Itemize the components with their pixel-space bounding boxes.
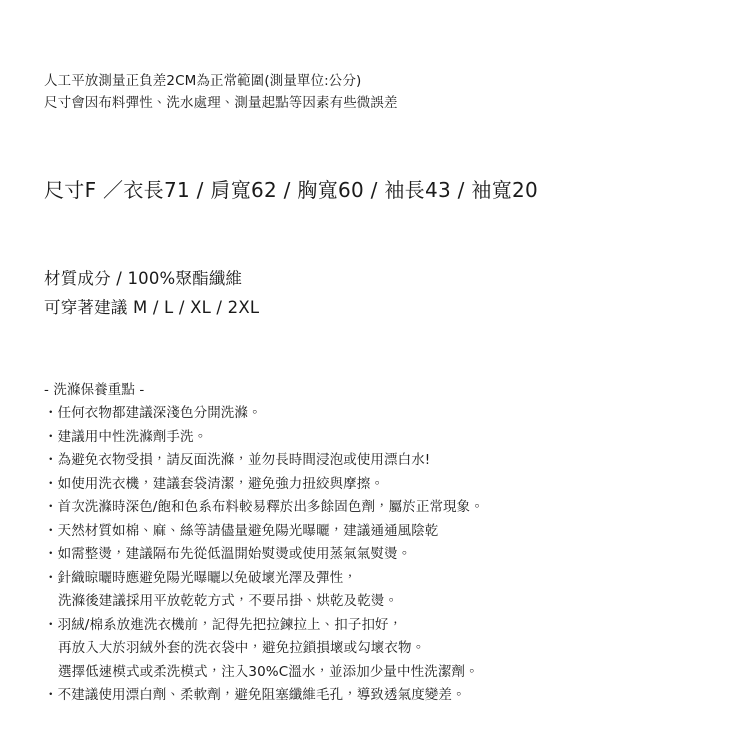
care-item: ・任何衣物都建議深淺色分開洗滌。 (44, 405, 262, 421)
material-info (44, 264, 706, 322)
care-item: 選擇低速模式或柔洗模式，注入30%C溫水，並添加少量中性洗潔劑。 (58, 663, 479, 680)
measurement-note (44, 70, 706, 114)
care-item: ・針織晾曬時應避免陽光曝曬以免破壞光澤及彈性， (44, 569, 357, 586)
care-item: ・天然材質如棉、麻、絲等請儘量避免陽光曝曬，建議通通風陰乾 (44, 522, 439, 539)
size-spec-line: 尺寸F ／衣長71 / 肩寬62 / 胸寬60 / 袖長43 / 袖寬20 (44, 178, 539, 202)
care-item: ・如需整燙，建議隔布先從低溫開始熨燙或使用蒸氣氣熨燙。 (44, 546, 412, 562)
care-item: ・羽絨/棉系放進洗衣機前，記得先把拉鍊拉上、扣子扣好， (44, 616, 403, 633)
recommended-sizes: 可穿著建議 M / L / XL / 2XL (44, 298, 260, 317)
care-instructions (44, 378, 706, 708)
material-composition: 材質成分 / 100%聚酯纖維 (44, 269, 243, 288)
care-item: ・為避免衣物受損，請反面洗滌，並勿長時間浸泡或使用漂白水! (44, 452, 431, 468)
size-spec (44, 176, 706, 204)
care-item: 再放入大於羽絨外套的洗衣袋中，避免拉鎖損壞或勾壞衣物。 (58, 640, 426, 656)
care-instructions-title: - 洗滌保養重點 - (44, 382, 145, 398)
measurement-note-line-2: 尺寸會因布料彈性、洗水處理、測量起點等因素有些微誤差 (44, 95, 398, 111)
care-item: ・首次洗滌時深色/飽和色系布料較易釋於出多餘固色劑，屬於正常現象。 (44, 499, 484, 515)
care-item: 洗滌後建議採用平放乾乾方式，不要吊掛、烘乾及乾燙。 (58, 593, 398, 609)
care-item: ・如使用洗衣機，建議套袋清潔，避免強力扭絞與摩擦。 (44, 475, 384, 492)
care-item: ・不建議使用漂白劑、柔軟劑，避免阻塞纖維毛孔，導致透氣度變差。 (44, 687, 466, 703)
care-item: ・建議用中性洗滌劑手洗。 (44, 428, 208, 445)
measurement-note-line-1: 人工平放測量正負差2CM為正常範圍(測量單位:公分) (44, 73, 362, 89)
